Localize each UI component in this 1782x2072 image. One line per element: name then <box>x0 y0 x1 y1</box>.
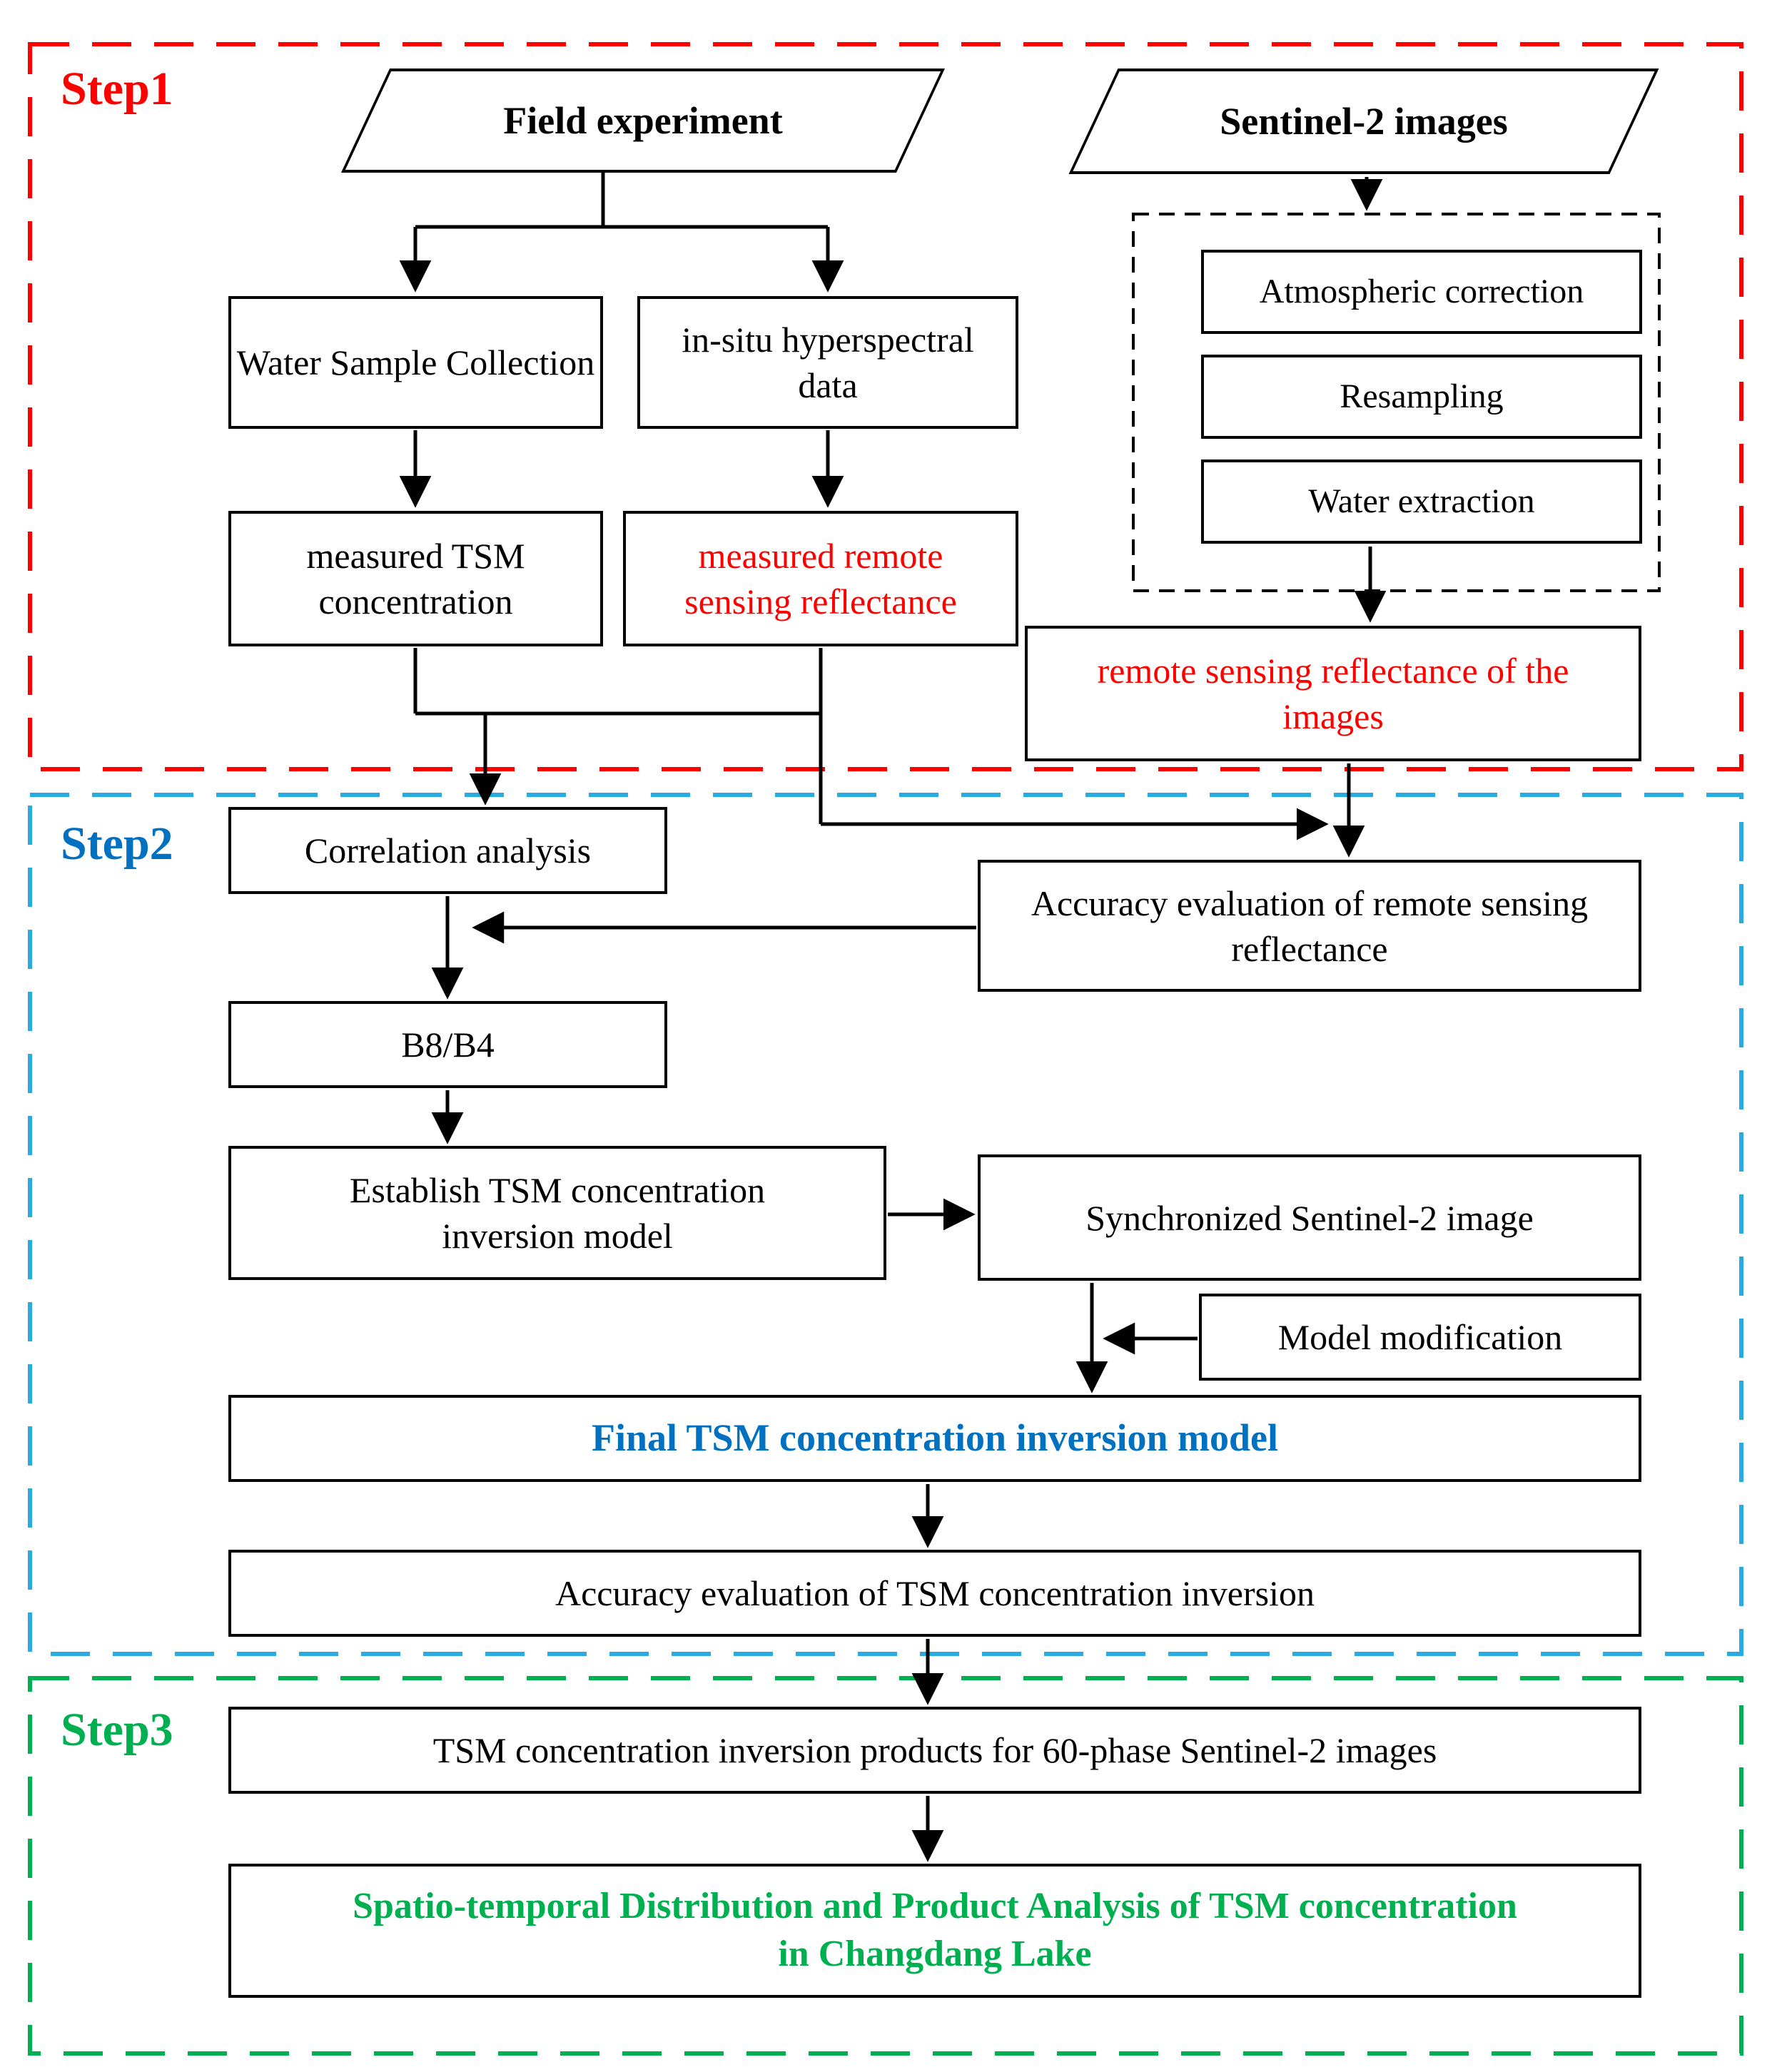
node-image-reflectance <box>1025 626 1641 761</box>
node-water-extraction <box>1201 459 1642 544</box>
node-measured-remote-sensing-reflectance <box>623 511 1018 646</box>
accuracy-evaluation-reflectance-label: Accuracy evaluation of remote sensing reflectance <box>1031 883 1589 969</box>
correlation-analysis-label: Correlation analysis <box>304 831 592 870</box>
node-insitu-hyperspectral-data <box>637 296 1018 429</box>
field-experiment-label: Field experiment <box>503 99 783 142</box>
node-accuracy-evaluation-reflectance <box>978 860 1641 992</box>
step3-label: Step3 <box>61 1704 173 1756</box>
node-resampling <box>1201 355 1642 439</box>
node-final-inversion-model <box>228 1395 1641 1482</box>
node-spatiotemporal-analysis <box>228 1864 1641 1998</box>
node-field-experiment <box>341 68 945 173</box>
final-inversion-model-label: Final TSM concentration inversion model <box>591 1416 1278 1460</box>
resampling-label: Resampling <box>1340 377 1504 416</box>
inversion-products-label: TSM concentration inversion products for 60-phase Sentinel-2 images <box>432 1730 1437 1770</box>
node-correlation-analysis <box>228 807 667 894</box>
step1-label: Step1 <box>61 63 173 115</box>
node-measured-tsm-concentration <box>228 511 603 646</box>
node-model-modification <box>1199 1294 1641 1381</box>
synchronized-sentinel2-image-label: Synchronized Sentinel-2 image <box>1085 1197 1534 1238</box>
model-modification-label: Model modification <box>1277 1317 1563 1357</box>
node-sentinel2-images <box>1068 68 1659 174</box>
establish-inversion-model-label: Establish TSM concentration inversion model <box>349 1170 766 1256</box>
node-b8-b4 <box>228 1001 667 1088</box>
node-water-sample-collection <box>228 296 603 429</box>
image-reflectance-label: remote sensing reflectance of the images <box>1097 651 1569 736</box>
b8-b4-label: B8/B4 <box>401 1025 495 1065</box>
spatiotemporal-analysis-label: Spatio-temporal Distribution and Product Analysis of TSM concentration in Changdang Lake <box>353 1886 1517 1974</box>
insitu-hyperspectral-data-label: in-situ hyperspectral data <box>682 320 974 405</box>
node-atmospheric-correction <box>1201 250 1642 334</box>
sentinel2-images-label: Sentinel-2 images <box>1220 100 1508 143</box>
accuracy-evaluation-inversion-label: Accuracy evaluation of TSM concentration inversion <box>555 1573 1315 1613</box>
water-sample-collection-label: Water Sample Collection <box>236 342 595 382</box>
atmospheric-correction-label: Atmospheric correction <box>1259 273 1584 311</box>
node-establish-inversion-model <box>228 1146 886 1280</box>
measured-remote-sensing-reflectance-label: measured remote sensing reflectance <box>684 536 957 621</box>
node-inversion-products <box>228 1707 1641 1794</box>
water-extraction-label: Water extraction <box>1308 482 1535 521</box>
node-synchronized-sentinel2-image <box>978 1154 1641 1281</box>
node-accuracy-evaluation-inversion <box>228 1550 1641 1637</box>
measured-tsm-concentration-label: measured TSM concentration <box>306 536 525 621</box>
step2-label: Step2 <box>61 818 173 870</box>
